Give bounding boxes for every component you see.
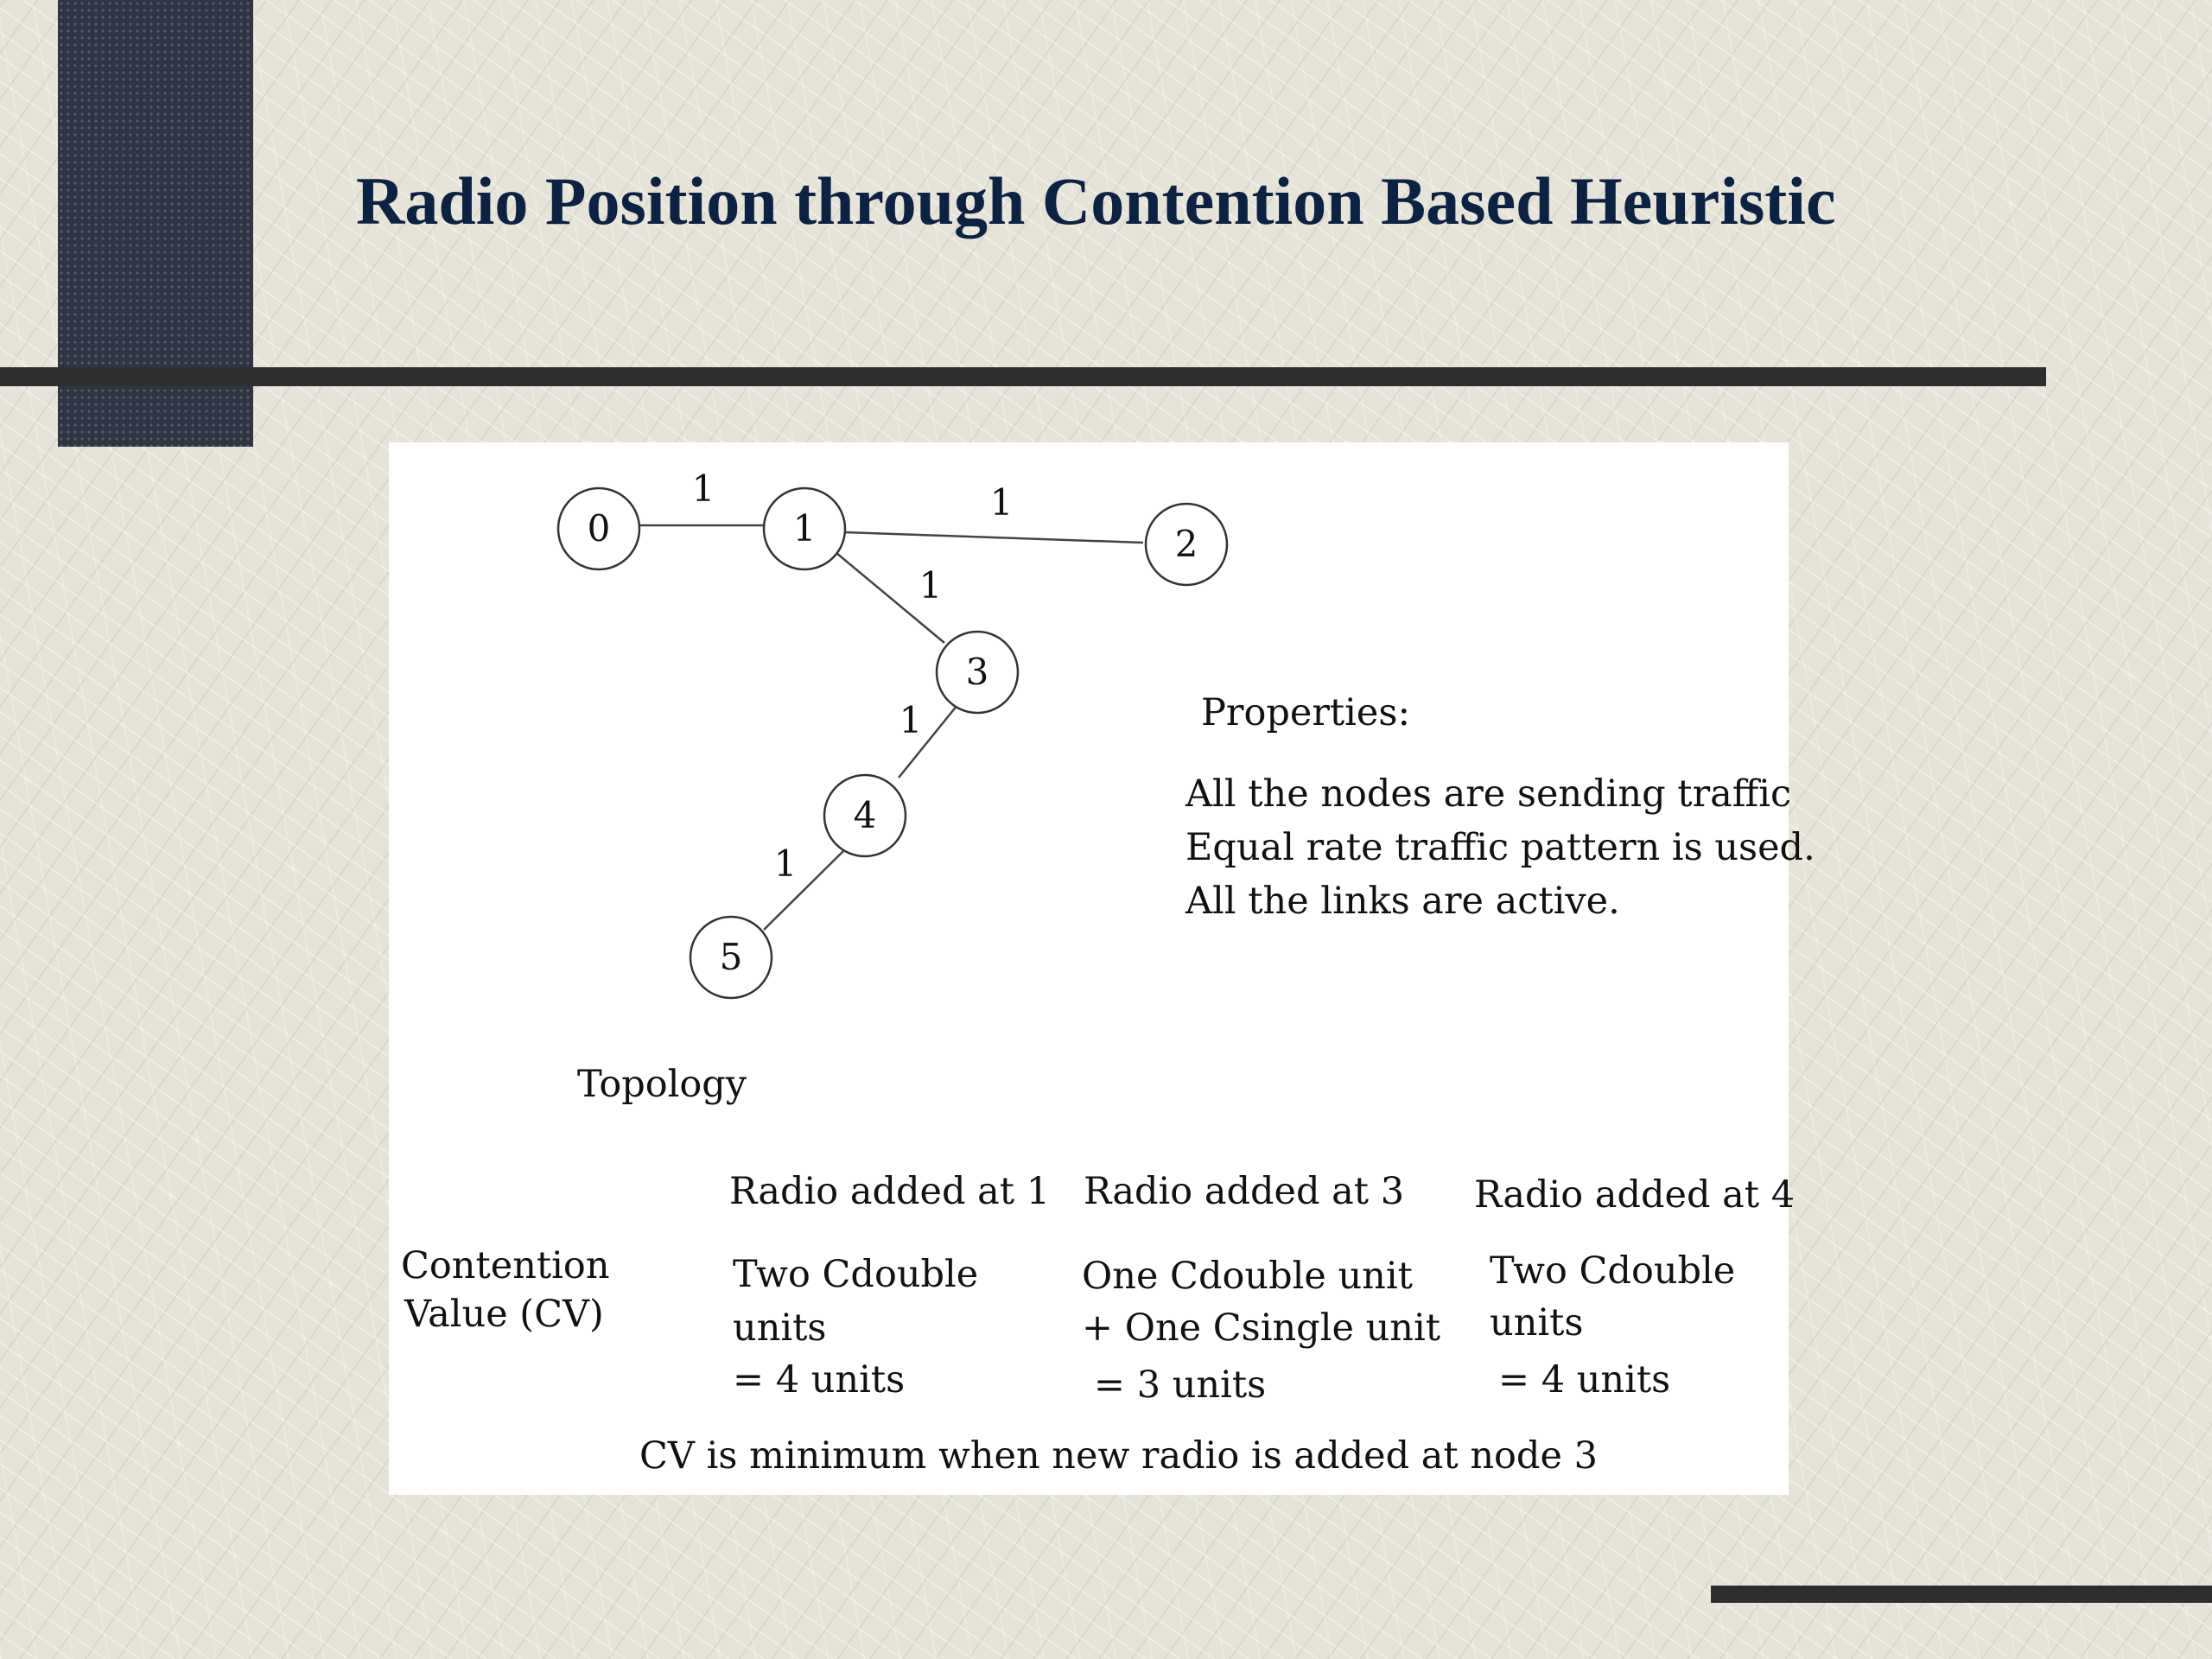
node-5-label: 5 bbox=[719, 936, 743, 978]
cv-cell-radio-3-line: One Cdouble unit bbox=[1082, 1255, 1413, 1298]
node-3-label: 3 bbox=[965, 651, 989, 693]
cv-cell-radio-1-line: units bbox=[733, 1306, 827, 1350]
topology-caption: Topology bbox=[577, 1063, 747, 1106]
header-divider bbox=[0, 367, 2046, 386]
column-header-radio-4: Radio added at 4 bbox=[1474, 1173, 1796, 1217]
edge-1-2 bbox=[845, 532, 1143, 543]
cv-cell-radio-4-line: = 4 units bbox=[1498, 1358, 1671, 1402]
footer-divider bbox=[1711, 1586, 2212, 1603]
cv-cell-radio-4-line: Two Cdouble bbox=[1490, 1249, 1736, 1293]
edge-weight-1-3: 1 bbox=[918, 564, 943, 607]
conclusion-text: CV is minimum when new radio is added at node 3 bbox=[639, 1434, 1598, 1478]
edge-weight-1-2: 1 bbox=[989, 481, 1014, 524]
property-item: Equal rate traffic pattern is used. bbox=[1185, 826, 1815, 869]
properties-title: Properties: bbox=[1201, 691, 1410, 734]
node-4-label: 4 bbox=[853, 794, 877, 836]
column-header-radio-3: Radio added at 3 bbox=[1084, 1170, 1405, 1213]
row-label-value: Value (CV) bbox=[404, 1293, 604, 1336]
edge-weight-4-5: 1 bbox=[773, 842, 798, 885]
node-2-label: 2 bbox=[1174, 523, 1198, 565]
property-item: All the links are active. bbox=[1185, 880, 1620, 923]
slide-title: Radio Position through Contention Based Heuristic bbox=[356, 163, 1836, 238]
cv-cell-radio-1-line: = 4 units bbox=[733, 1358, 906, 1402]
cv-cell-radio-3-line: = 3 units bbox=[1094, 1363, 1267, 1407]
cv-cell-radio-1-line: Two Cdouble bbox=[733, 1253, 979, 1296]
topology-figure bbox=[389, 442, 1815, 1495]
cv-cell-radio-4-line: units bbox=[1490, 1301, 1584, 1344]
cv-cell-radio-3-line: + One Csingle unit bbox=[1082, 1306, 1440, 1350]
column-header-radio-1: Radio added at 1 bbox=[729, 1170, 1051, 1213]
node-1-label: 1 bbox=[792, 507, 817, 550]
edge-weight-0-1: 1 bbox=[691, 467, 715, 510]
row-label-contention: Contention bbox=[401, 1244, 610, 1287]
property-item: All the nodes are sending traffic bbox=[1185, 772, 1792, 816]
node-0-label: 0 bbox=[587, 507, 611, 550]
edge-weight-3-4: 1 bbox=[899, 699, 923, 741]
